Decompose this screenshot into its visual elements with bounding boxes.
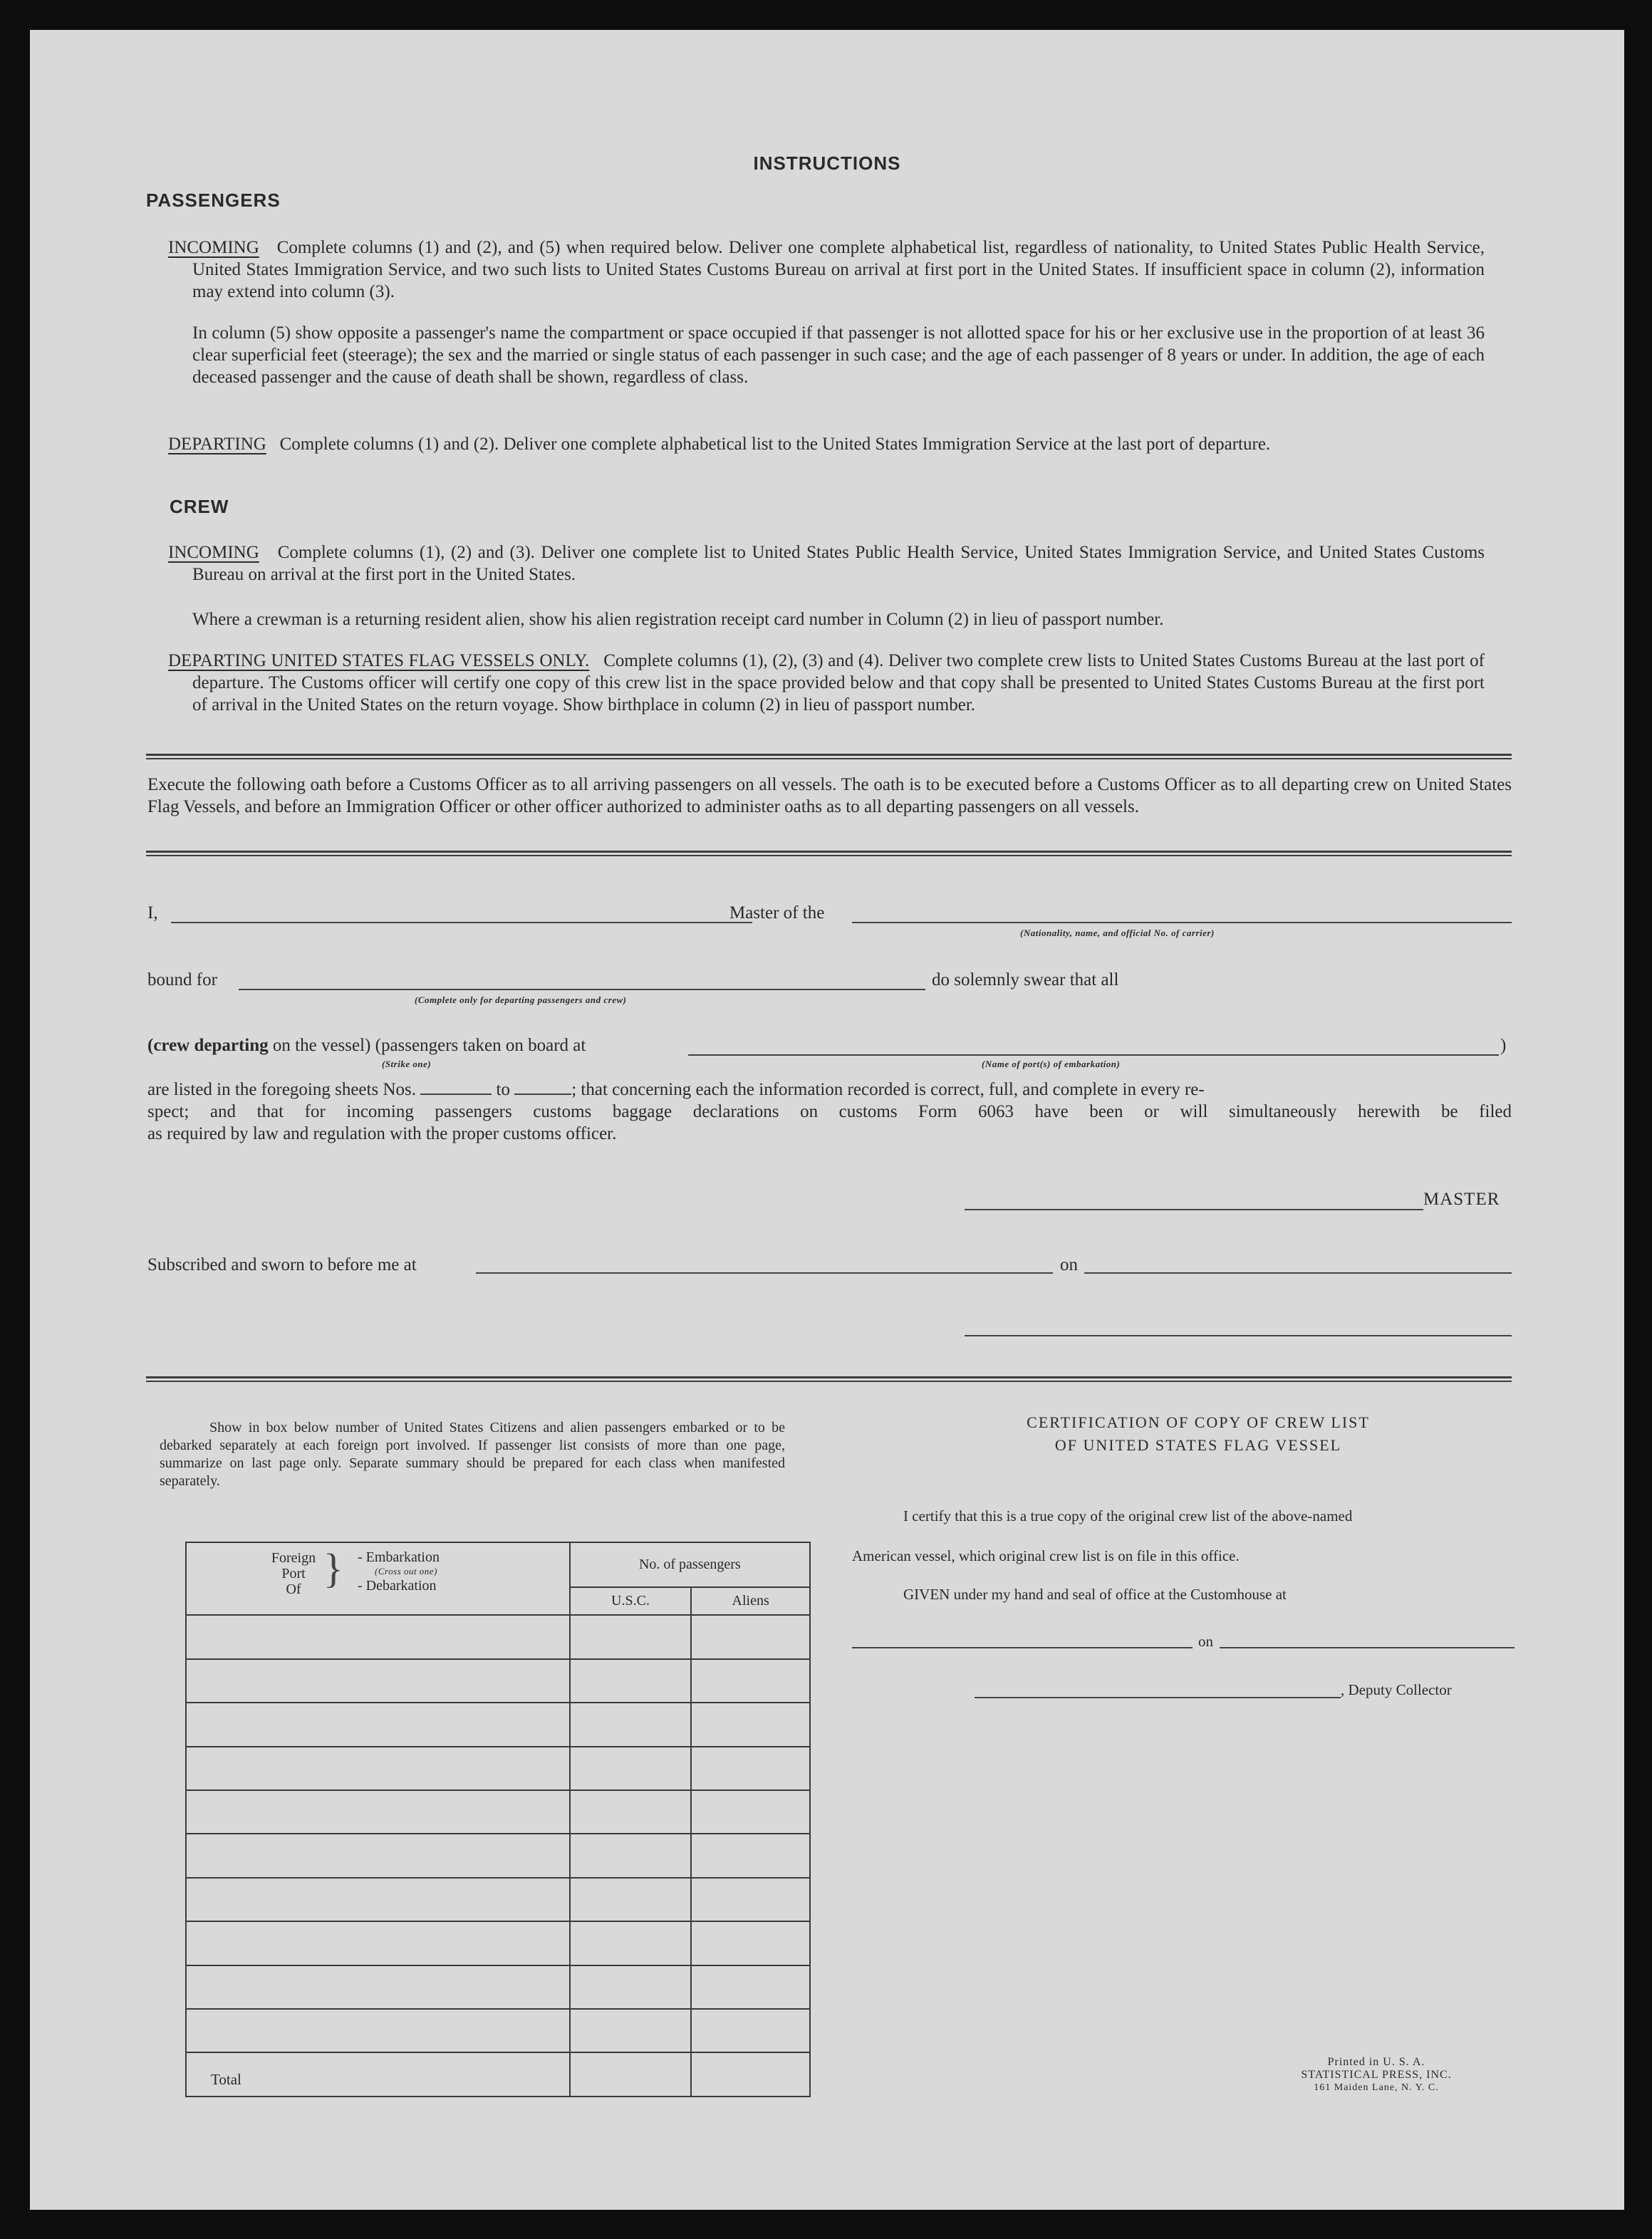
usc-cell[interactable] xyxy=(570,1921,692,1965)
port-cell[interactable] xyxy=(186,1965,570,2009)
aliens-cell[interactable] xyxy=(691,2009,810,2052)
printer-line-2: STATISTICAL PRESS, INC. xyxy=(1301,2069,1452,2081)
foreign-port-header xyxy=(186,1542,570,1615)
cert-title-2: OF UNITED STATES FLAG VESSEL xyxy=(1054,1436,1342,1454)
aliens-cell[interactable] xyxy=(691,1965,810,2009)
cross-out-note: (Cross out one) xyxy=(375,1566,437,1576)
subscribed-date-field[interactable] xyxy=(1084,1272,1512,1274)
debarkation-option[interactable]: - Debarkation xyxy=(358,1578,437,1594)
cert-title-1: CERTIFICATION OF COPY OF CREW LIST xyxy=(1027,1413,1370,1431)
close-paren: ) xyxy=(1500,1036,1507,1055)
sheet-to-field[interactable] xyxy=(514,1093,571,1095)
crew-departing-paragraph xyxy=(168,650,1485,716)
strike-one-caption: (Strike one) xyxy=(382,1059,432,1069)
passengers-incoming-label: INCOMING xyxy=(168,238,259,257)
printer-line-1: Printed in U. S. A. xyxy=(1327,2056,1425,2068)
port-cell[interactable] xyxy=(186,1747,570,1790)
oath-i-label: I, xyxy=(147,903,158,923)
officer-signature-field[interactable] xyxy=(965,1335,1512,1336)
deputy-signature-field[interactable] xyxy=(975,1697,1341,1698)
total-label: Total xyxy=(186,2052,570,2097)
port-label: Port xyxy=(281,1566,306,1581)
cert-date-field[interactable] xyxy=(1220,1647,1515,1648)
passengers-incoming-paragraph xyxy=(168,237,1485,303)
foreign-label: Foreign xyxy=(271,1550,316,1566)
printer-imprint xyxy=(1241,2056,1512,2094)
usc-cell[interactable] xyxy=(570,1703,692,1746)
aliens-header: Aliens xyxy=(691,1587,810,1615)
embarkation-option[interactable]: - Embarkation xyxy=(358,1549,440,1565)
aliens-cell[interactable] xyxy=(691,1703,810,1746)
master-signature-field[interactable] xyxy=(965,1209,1423,1210)
master-signature-label: MASTER xyxy=(1423,1190,1500,1209)
carrier-field[interactable] xyxy=(852,922,1512,923)
port-cell[interactable] xyxy=(186,1834,570,1877)
embarkation-port-field[interactable] xyxy=(688,1054,1499,1056)
crew-title: CREW xyxy=(170,496,229,517)
summary-instructions: Show in box below number of United States Citizens and alien passengers embarked or to be debarked separately at each foreign port involved. If passenger list consists of more than one page, summarize on last page only. Separate summary should be prepared for each class when manifested separately. xyxy=(160,1420,785,1489)
usc-total-cell[interactable] xyxy=(570,2052,692,2097)
form-page xyxy=(30,30,1624,2210)
strike-choice xyxy=(147,1034,586,1056)
divider-oath xyxy=(146,851,1512,856)
aliens-total-cell[interactable] xyxy=(691,2052,810,2097)
port-caption: (Name of port(s) of embarkation) xyxy=(982,1059,1121,1069)
usc-cell[interactable] xyxy=(570,1834,692,1877)
aliens-cell[interactable] xyxy=(691,1747,810,1790)
usc-cell[interactable] xyxy=(570,1878,692,1921)
crew-departing-choice[interactable]: (crew departing xyxy=(147,1036,269,1055)
sheet-from-field[interactable] xyxy=(420,1093,492,1095)
port-cell[interactable] xyxy=(186,1703,570,1746)
cert-line-2: American vessel, which original crew list is on file in this office. xyxy=(852,1547,1240,1564)
on-the-vessel-text: on the vessel) xyxy=(272,1036,371,1055)
passengers-departing-paragraph xyxy=(168,433,1485,455)
subscribed-on-label: on xyxy=(1060,1255,1078,1274)
cert-given: GIVEN under my hand and seal of office at the Customhouse at xyxy=(903,1586,1287,1603)
subscribed-label: Subscribed and sworn to before me at xyxy=(147,1255,417,1274)
crew-departing-label: DEPARTING UNITED STATES FLAG VESSELS ONLY. xyxy=(168,651,590,670)
passengers-incoming-text: Complete columns (1) and (2), and (5) when required below. Deliver one complete alphabetical list, regardless of nationality, to United States Public Health Service, United States Immigration Service, and two such lists to United States Customs Bureau on arrival at first port in the United States. If insufficient space in column (2), information may extend into column (3). xyxy=(192,238,1485,301)
aliens-cell[interactable] xyxy=(691,1615,810,1658)
passengers-departing-label: DEPARTING xyxy=(168,435,266,454)
sheets-line-3: as required by law and regulation with the proper customs officer. xyxy=(147,1124,617,1143)
usc-cell[interactable] xyxy=(570,1790,692,1834)
divider-top xyxy=(146,754,1512,759)
usc-cell[interactable] xyxy=(570,2009,692,2052)
port-cell[interactable] xyxy=(186,1921,570,1965)
page-heading: INSTRUCTIONS xyxy=(753,152,901,174)
cert-place-field[interactable] xyxy=(852,1647,1193,1648)
aliens-cell[interactable] xyxy=(691,1659,810,1703)
crew-incoming-text: Complete columns (1), (2) and (3). Deliver one complete list to United States Public Health Service, United States Immigration Service, and United States Customs Bureau on arrival at the first port in the United States. xyxy=(192,543,1485,584)
subscribed-place-field[interactable] xyxy=(476,1272,1053,1274)
bound-for-field[interactable] xyxy=(239,989,925,990)
passengers-departing-text: Complete columns (1) and (2). Deliver one complete alphabetical list to the United States Immigration Service at the last port of departure. xyxy=(279,435,1271,454)
usc-cell[interactable] xyxy=(570,1747,692,1790)
divider-bottom xyxy=(146,1376,1512,1382)
aliens-cell[interactable] xyxy=(691,1878,810,1921)
bound-for-caption: (Complete only for departing passengers and crew) xyxy=(415,994,627,1005)
port-summary-table xyxy=(185,1542,811,2097)
sheets-line-2: spect; and that for incoming passengers customs baggage declarations on customs Form 6063 have been or will simultaneously herewith be filed xyxy=(147,1102,1512,1121)
aliens-cell[interactable] xyxy=(691,1790,810,1834)
master-name-field[interactable] xyxy=(171,922,752,923)
sheets-line-1 xyxy=(147,1079,1512,1101)
sheets-rest: ; that concerning each the information recorded is correct, full, and complete in every re- xyxy=(571,1080,1205,1099)
deputy-collector-label: , Deputy Collector xyxy=(1341,1681,1452,1698)
brace: } xyxy=(323,1545,343,1591)
passengers-taken-choice[interactable]: (passengers taken on board at xyxy=(375,1036,586,1055)
crew-departing-text: Complete columns (1), (2), (3) and (4). Deliver two complete crew lists to United States Customs Bureau at the last port of departure. The Customs officer will certify one copy of this crew list in the space provided below and that copy shall be presented to United States Customs Bureau at the first port of arrival in the United States on the return voyage. Show birthplace in column (2) in lieu of passport number. xyxy=(192,651,1485,715)
port-cell[interactable] xyxy=(186,1615,570,1658)
port-cell[interactable] xyxy=(186,2009,570,2052)
printer-line-3: 161 Maiden Lane, N. Y. C. xyxy=(1314,2082,1439,2093)
aliens-cell[interactable] xyxy=(691,1834,810,1877)
port-cell[interactable] xyxy=(186,1659,570,1703)
crew-incoming-label: INCOMING xyxy=(168,543,259,562)
port-cell[interactable] xyxy=(186,1878,570,1921)
port-cell[interactable] xyxy=(186,1790,570,1834)
crew-incoming-paragraph xyxy=(168,541,1485,586)
master-of-the-label: Master of the xyxy=(729,903,825,923)
no-passengers-header: No. of passengers xyxy=(570,1542,810,1587)
usc-cell[interactable] xyxy=(570,1615,692,1658)
bound-for-label: bound for xyxy=(147,970,217,989)
of-label: Of xyxy=(286,1581,301,1597)
cert-line-1: I certify that this is a true copy of the original crew list of the above-named xyxy=(903,1507,1353,1524)
usc-header: U.S.C. xyxy=(570,1587,692,1615)
resident-alien-paragraph: Where a crewman is a returning resident alien, show his alien registration receipt card number in Column (2) in lieu of passport number. xyxy=(192,610,1164,629)
passengers-title: PASSENGERS xyxy=(146,189,281,211)
cert-on-label: on xyxy=(1198,1633,1213,1650)
carrier-caption: (Nationality, name, and official No. of carrier) xyxy=(1020,928,1215,938)
sheets-to: to xyxy=(496,1080,510,1099)
swear-text: do solemnly swear that all xyxy=(932,970,1119,989)
usc-cell[interactable] xyxy=(570,1659,692,1703)
usc-cell[interactable] xyxy=(570,1965,692,2009)
column5-paragraph: In column (5) show opposite a passenger's name the compartment or space occupied if that passenger is not allotted space for his or her exclusive use in the proportion of at least 36 clear superficial feet (steerage); the sex and the married or single status of each passenger in such case; and the age of each passenger of 8 years or under. In addition, the age of each deceased passenger and the cause of death shall be shown, regardless of class. xyxy=(192,323,1485,387)
sheets-prefix: are listed in the foregoing sheets Nos. xyxy=(147,1080,416,1099)
oath-instructions: Execute the following oath before a Customs Officer as to all arriving passengers on all vessels. The oath is to be executed before a Customs Officer as to all departing crew on United States Flag Vessels, and before an Immigration Officer or other officer authorized to administer oaths as to all departing passengers on all vessels. xyxy=(147,775,1512,816)
aliens-cell[interactable] xyxy=(691,1921,810,1965)
